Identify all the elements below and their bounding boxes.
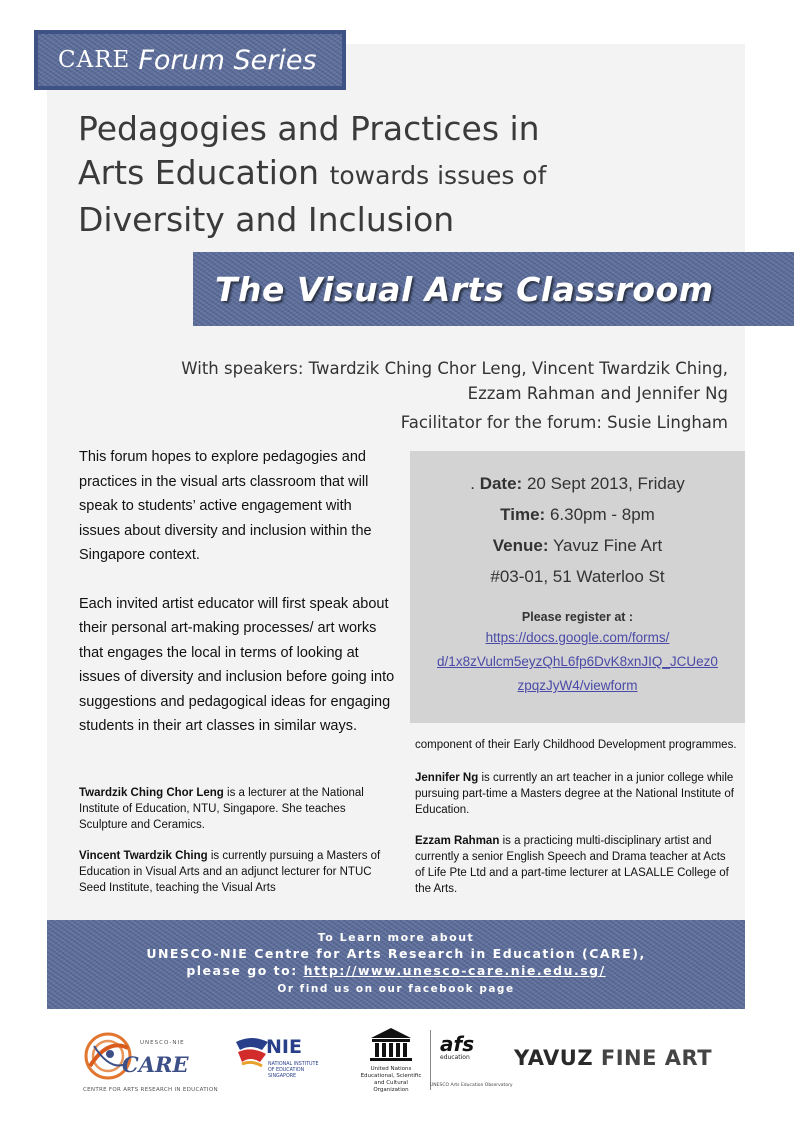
title-line-2 (78, 151, 718, 198)
footer-facebook-text: Or find us on our facebook page (277, 983, 515, 995)
classroom-banner (193, 252, 794, 326)
venue-line (410, 530, 745, 561)
register-link-line-3[interactable]: zpqzJyW4/viewform (517, 678, 638, 693)
footer-line-1: To Learn more about (317, 931, 475, 944)
afs-observatory: UNESCO Arts Education Observatory (430, 1083, 513, 1088)
care-logo (80, 1026, 218, 1106)
time-label: Time: (500, 505, 546, 524)
forum-title (78, 107, 718, 242)
yavuz-name: YAVUZ (514, 1046, 594, 1070)
series-care-label: CARE (58, 47, 131, 73)
care-full-name: CENTRE FOR ARTS RESEARCH IN EDUCATION (83, 1087, 218, 1093)
yavuz-fine-art-logo (514, 1046, 712, 1070)
bio-jennifer-text: is currently an art teacher in a junior college while pursuing part-time a Masters degree at the National Institute of Education. (415, 772, 734, 816)
footer-website-link[interactable]: http://www.unesco-care.nie.edu.sg/ (303, 963, 606, 978)
afs-logo-sub: education (440, 1054, 470, 1061)
venue-address: #03-01, 51 Waterloo St (490, 567, 665, 586)
nie-full-name: NATIONAL INSTITUTE OF EDUCATION SINGAPORE (268, 1062, 319, 1079)
bio-vincent-continued: component of their Early Childhood Development programmes. (415, 739, 737, 751)
bio-ezzam-name: Ezzam Rahman (415, 835, 500, 847)
intro-paragraph-2: Each invited artist educator will first speak about their personal art-making processes/ art works that engages the local in terms of looking at issues of diversity and inclusion before going into suggestions and pedagogical ideas for engaging students in their art classes in similar ways. (79, 595, 395, 734)
date-value: 20 Sept 2013, Friday (526, 474, 685, 493)
intro-text (79, 445, 395, 763)
footer-line-3 (47, 963, 745, 978)
time-line (410, 499, 745, 530)
afs-logo-name: afs (440, 1032, 475, 1056)
yavuz-fine-art-text: FINE ART (600, 1046, 713, 1070)
date-line (410, 468, 745, 499)
bio-chor-leng-text: is a lecturer at the National Institute of Education, NTU, Singapore. She teaches Sculpture and Ceramics. (79, 787, 364, 831)
register-link-line-1[interactable]: https://docs.google.com/forms/ (485, 630, 670, 645)
bio-chor-leng-name: Twardzik Ching Chor Leng (79, 787, 224, 799)
bio-vincent-name: Vincent Twardzik Ching (79, 850, 208, 862)
series-forum-label: Forum Series (138, 44, 317, 76)
event-info-box (410, 451, 745, 723)
bio-jennifer (415, 770, 737, 818)
speakers-line-1: With speakers: Twardzik Ching Chor Leng, Vincent Twardzik Ching, (181, 359, 728, 378)
bio-jennifer-name: Jennifer Ng (415, 772, 479, 784)
care-small-text: UNESCO-NIE (140, 1040, 185, 1046)
logo-strip (0, 1018, 794, 1118)
bio-ezzam (415, 833, 737, 897)
speaker-bios-right (415, 737, 737, 912)
bio-ezzam-text: is a practicing multi-disciplinary artist and currently a senior English Speech and Drama teacher at Acts of Life Pte Ltd and a part-time lecturer at LASALLE College of the Arts. (415, 835, 729, 895)
footer-prefix: please go to: (186, 963, 298, 978)
title-line-1: Pedagogies and Practices in (78, 109, 540, 148)
register-link-line-2[interactable]: d/1x8zVulcm5eyzQhL6fp6DvK8xnJIQ_JCUez0 (437, 654, 718, 669)
unesco-temple-icon (356, 1026, 426, 1064)
nie-logo-name: NIE (266, 1036, 302, 1058)
venue-label: Venue: (492, 536, 549, 555)
unesco-name: United Nations Educational, Scientific and Cultural Organization (360, 1066, 422, 1093)
unesco-afs-logo (356, 1026, 513, 1108)
speakers (88, 356, 728, 406)
logo-divider (430, 1030, 431, 1090)
bio-vincent-text: is currently pursuing a Masters of Education in Visual Arts and an adjunct lecturer for NTUC Seed Institute, teaching the Visual Arts (79, 850, 381, 894)
bio-chor-leng (79, 785, 384, 833)
banner-text: The Visual Arts Classroom (215, 269, 714, 309)
bio-vincent (79, 848, 384, 896)
series-tag (34, 30, 346, 90)
speakers-line-2: Ezzam Rahman and Jennifer Ng (467, 384, 728, 403)
time-value: 6.30pm - 8pm (549, 505, 655, 524)
register-label: Please register at : (521, 610, 634, 624)
speaker-bios-left (79, 785, 384, 911)
register-link[interactable] (410, 626, 745, 698)
care-logo-name: CARE (122, 1052, 189, 1077)
nie-logo (232, 1026, 324, 1106)
facilitator: Facilitator for the forum: Susie Lingham (400, 413, 728, 432)
title-line-3: Diversity and Inclusion (78, 200, 455, 239)
intro-paragraph-1: This forum hopes to explore pedagogies and practices in the visual arts classroom that will speak to students’ active engagement with issues about diversity and inclusion within the Singapore context. (79, 449, 372, 563)
date-label: Date: (479, 474, 523, 493)
title-line-2-small: towards issues of (329, 161, 547, 190)
venue-value: Yavuz Fine Art (552, 536, 663, 555)
footer-line-2: UNESCO-NIE Centre for Arts Research in Education (CARE), (146, 946, 646, 961)
title-line-2-main: Arts Education (78, 153, 320, 192)
footer-banner (47, 920, 745, 1009)
date-prefix: . (470, 474, 475, 493)
